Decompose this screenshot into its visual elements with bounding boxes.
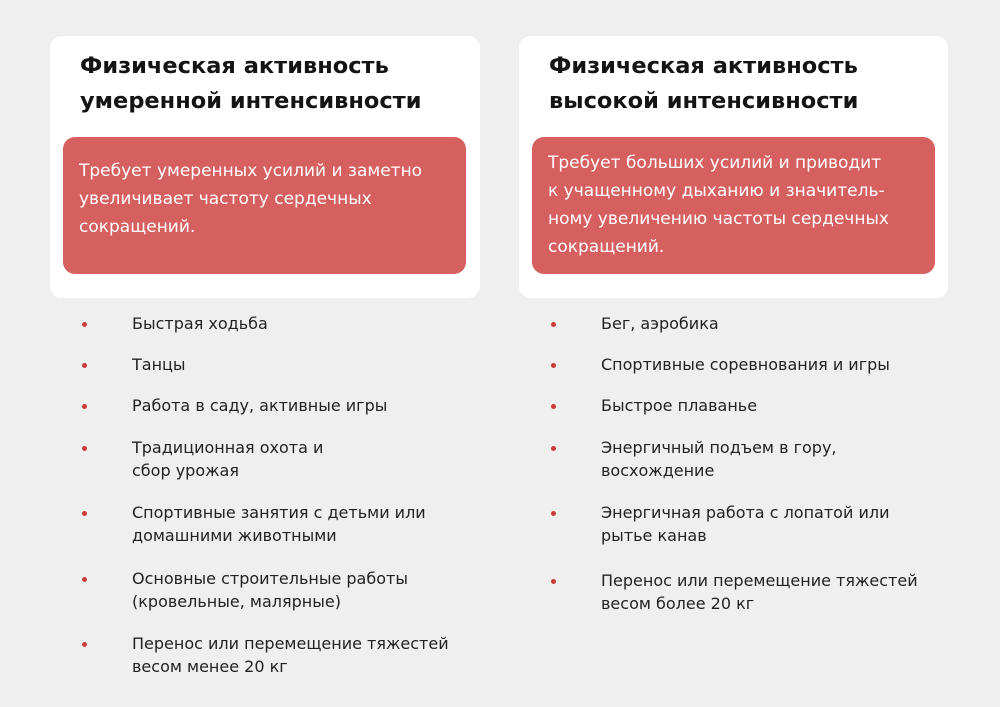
list-item-line: Быстрое плаванье: [601, 396, 758, 415]
title-line: Физическая активность: [549, 53, 858, 79]
card-title: [549, 49, 858, 119]
list-item-line: сбор урожая: [132, 461, 239, 480]
description-box: [532, 137, 935, 274]
list-item-line: весом более 20 кг: [601, 594, 755, 613]
bullet-icon: [82, 446, 87, 451]
bullet-icon: [551, 404, 556, 409]
list-item-text: [132, 567, 408, 613]
description-line: сокращений.: [548, 237, 665, 257]
bullet-icon: [82, 577, 87, 582]
list-item-line: Бег, аэробика: [601, 314, 719, 333]
title-line: высокой интенсивности: [549, 88, 859, 114]
bullet-icon: [82, 363, 87, 368]
description-line: ному увеличению частоты сердечных: [548, 209, 889, 229]
bullet-icon: [82, 404, 87, 409]
list-item-text: [132, 501, 426, 547]
bullet-icon: [551, 579, 556, 584]
list-item-line: Работа в саду, активные игры: [132, 396, 388, 415]
list-item-line: Традиционная охота и: [132, 438, 324, 457]
bullet-icon: [551, 322, 556, 327]
list-item-line: Спортивные занятия с детьми или: [132, 503, 426, 522]
list-item-line: Быстрая ходьба: [132, 314, 268, 333]
list-item-text: [601, 569, 918, 615]
title-line: умеренной интенсивности: [80, 88, 422, 114]
list-item-line: Перенос или перемещение тяжестей: [132, 634, 449, 653]
list-item-text: [601, 353, 890, 376]
list-item-text: [601, 501, 889, 547]
list-item-text: [601, 394, 757, 417]
list-item-line: (кровельные, малярные): [132, 592, 341, 611]
moderate-intensity-card: [50, 36, 480, 298]
list-item-line: Энергичная работа с лопатой или: [601, 503, 890, 522]
list-item-line: Перенос или перемещение тяжестей: [601, 571, 918, 590]
description-line: сокращений.: [79, 217, 196, 237]
list-item-line: домашними животными: [132, 526, 337, 545]
list-item-text: [132, 436, 323, 482]
list-item-text: [132, 632, 449, 678]
list-item-text: [132, 394, 387, 417]
bullet-icon: [82, 642, 87, 647]
title-line: Физическая активность: [80, 53, 389, 79]
high-intensity-card: [519, 36, 948, 298]
bullet-icon: [551, 511, 556, 516]
bullet-icon: [82, 511, 87, 516]
list-item-line: Энергичный подъем в гору,: [601, 438, 837, 457]
bullet-icon: [551, 363, 556, 368]
description-line: Требует больших усилий и приводит: [548, 153, 882, 173]
bullet-icon: [82, 322, 87, 327]
description-line: Требует умеренных усилий и заметно: [79, 161, 423, 181]
list-item-line: рытье канав: [601, 526, 707, 545]
card-title: [80, 49, 421, 119]
bullet-icon: [551, 446, 556, 451]
list-item-line: восхождение: [601, 461, 715, 480]
list-item-text: [132, 353, 186, 376]
list-item-text: [601, 436, 837, 482]
description-line: увеличивает частоту сердечных: [79, 189, 372, 209]
list-item-line: Основные строительные работы: [132, 569, 408, 588]
description-line: к учащенному дыханию и значитель-: [548, 181, 885, 201]
list-item-text: [132, 312, 268, 335]
list-item-line: Танцы: [132, 355, 186, 374]
list-item-text: [601, 312, 719, 335]
description-box: [63, 137, 466, 274]
list-item-line: весом менее 20 кг: [132, 657, 288, 676]
list-item-line: Спортивные соревнования и игры: [601, 355, 890, 374]
